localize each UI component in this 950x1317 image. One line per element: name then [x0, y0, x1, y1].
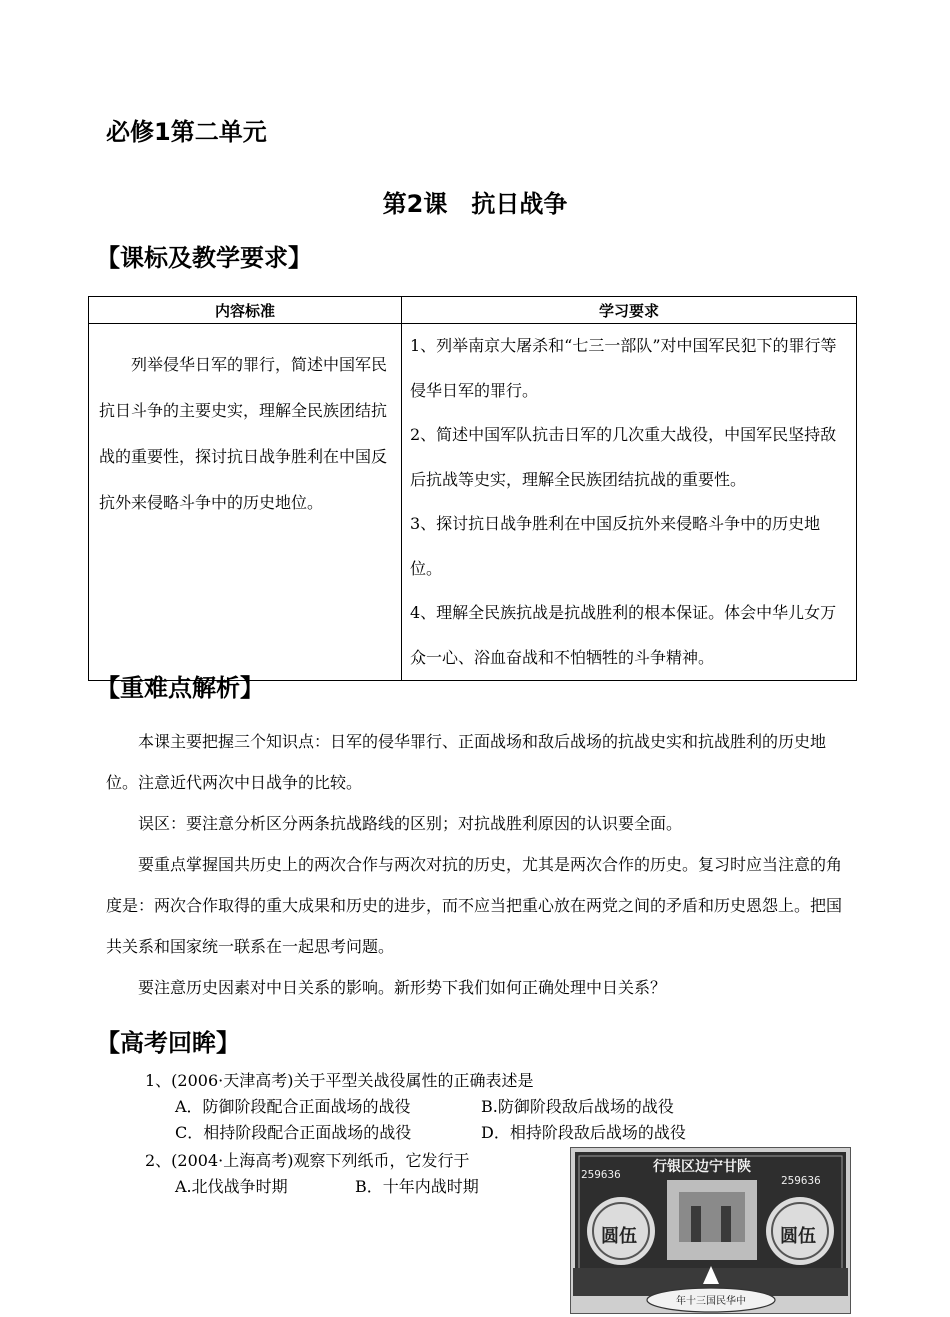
analysis-paragraph: 要注意历史因素对中日关系的影响。新形势下我们如何正确处理中日关系？ — [138, 978, 667, 997]
requirement-item: 4、理解全民族抗战是抗战胜利的根本保证。体会中华儿女万众一心、浴血奋战和不怕牺牲的斗争精神。 — [410, 603, 837, 667]
section-key-points-heading: 【重难点解析】 — [96, 674, 264, 702]
analysis-paragraph: 误区：要注意分析区分两条抗战路线的区别；对抗战胜利原因的认识要全面。 — [138, 814, 683, 833]
table-header-learning-requirements: 学习要求 — [402, 297, 857, 324]
table-header-content-standard: 内容标准 — [89, 297, 402, 324]
requirement-item: 1、列举南京大屠杀和“七三一部队”对中国军民犯下的罪行等侵华日军的罪行。 — [410, 336, 837, 400]
question-2-stem: 2、(2004·上海高考)观察下列纸币，它发行于 — [145, 1151, 470, 1170]
content-standard-cell — [89, 324, 402, 681]
banknote-bank-name: 行银区边宁甘陕 — [653, 1159, 751, 1175]
banknote-denomination-right: 圆伍 — [780, 1226, 816, 1247]
standards-table — [88, 296, 857, 681]
section-standards-heading: 【课标及教学要求】 — [96, 244, 312, 272]
learning-requirements-cell — [402, 324, 857, 681]
unit-title: 必修1第二单元 — [106, 118, 267, 146]
question-1-option-d: D．相持阶段敌后战场的战役 — [481, 1123, 686, 1142]
content-standard-text: 列举侵华日军的罪行，简述中国军民抗日斗争的主要史实，理解全民族团结抗战的重要性，探讨抗日战争胜利在中国反抗外来侵略斗争中的历史地位。 — [99, 355, 388, 512]
lesson-title: 第2课 抗日战争 — [382, 190, 568, 218]
question-1-option-c: C．相持阶段配合正面战场的战役 — [175, 1123, 412, 1142]
banknote-image — [570, 1147, 851, 1314]
table-row — [89, 324, 857, 681]
requirement-item: 2、简述中国军队抗击日军的几次重大战役，中国军民坚持敌后抗战等史实，理解全民族团结抗战的重要性。 — [410, 425, 837, 489]
banknote-serial-left: 259636 — [581, 1168, 621, 1181]
question-1-option-a: A．防御阶段配合正面战场的战役 — [175, 1097, 411, 1116]
section-review-heading: 【高考回眸】 — [96, 1029, 240, 1057]
question-2-option-a: A.北伐战争时期 — [175, 1177, 288, 1196]
question-2-option-b: B．十年内战时期 — [355, 1177, 479, 1196]
question-1-option-b: B.防御阶段敌后战场的战役 — [481, 1097, 674, 1116]
banknote-year: 年十三国民华中 — [676, 1296, 746, 1307]
analysis-paragraph: 要重点掌握国共历史上的两次合作与两次对抗的历史，尤其是两次合作的历史。复习时应当注意的角度是：两次合作取得的重大成果和历史的进步，而不应当把重心放在两党之间的矛盾和历史恩怨上。把国共关系和国家统一联系在一起思考问题。 — [106, 855, 843, 956]
requirement-item: 3、探讨抗日战争胜利在中国反抗外来侵略斗争中的历史地位。 — [410, 514, 821, 578]
banknote-denomination-left: 圆伍 — [601, 1226, 637, 1247]
table-header-row — [89, 297, 857, 324]
banknote-serial-right: 259636 — [781, 1174, 821, 1187]
analysis-paragraph: 本课主要把握三个知识点：日军的侵华罪行、正面战场和敌后战场的抗战史实和抗战胜利的历史地位。注意近代两次中日战争的比较。 — [106, 732, 827, 792]
question-1-stem: 1、(2006·天津高考)关于平型关战役属性的正确表述是 — [145, 1071, 534, 1090]
